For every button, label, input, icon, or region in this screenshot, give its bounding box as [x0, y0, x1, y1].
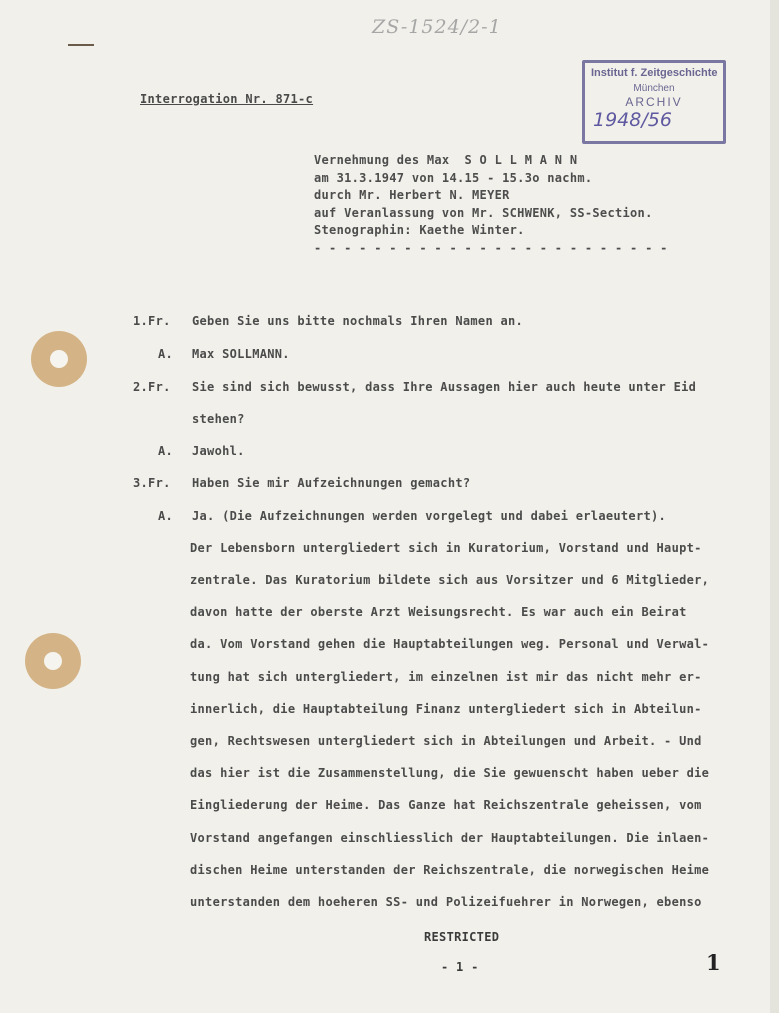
document-title: Interrogation Nr. 871-c — [140, 92, 314, 106]
stamp-institute: Institut f. Zeitgeschichte — [591, 67, 718, 79]
header-line: am 31.3.1947 von 14.15 - 15.3o nachm. — [314, 170, 593, 185]
transcript-line: Max SOLLMANN. — [192, 347, 290, 361]
transcript-line: unterstanden dem hoeheren SS- und Polizeifuehrer in Norwegen, ebenso — [190, 895, 702, 909]
header-line: Stenographin: Kaethe Winter. — [314, 223, 525, 237]
page-number: - 1 - — [441, 960, 479, 974]
archive-stamp — [582, 60, 726, 144]
answer-label: A. — [158, 444, 174, 458]
archive-reference: ZS-1524/2-1 — [372, 16, 502, 38]
punch-hole — [25, 633, 81, 689]
interrogation-header — [314, 152, 668, 257]
transcript-line: Sie sind sich bewusst, dass Ihre Aussagen hier auch heute unter Eid — [192, 380, 697, 394]
question-label: 2.Fr. — [133, 380, 171, 394]
header-line: Vernehmung des Max S O L L M A N N — [314, 153, 578, 167]
question-label: 3.Fr. — [133, 476, 171, 490]
answer-label: A. — [158, 347, 174, 361]
punch-hole — [31, 331, 87, 387]
restricted-marking: RESTRICTED — [424, 930, 500, 944]
answer-label: A. — [158, 509, 174, 523]
stamp-city: München — [633, 83, 675, 94]
stamp-number: 1948/56 — [593, 109, 672, 131]
transcript-line: Eingliederung der Heime. Das Ganze hat Reichszentrale geheissen, vom — [190, 798, 702, 812]
transcript-line: zentrale. Das Kuratorium bildete sich aus Vorsitzer und 6 Mitglieder, — [190, 573, 710, 587]
handwritten-page-number: 1 — [706, 950, 721, 975]
transcript-line: Geben Sie uns bitte nochmals Ihren Namen an. — [192, 314, 524, 328]
transcript-line: tung hat sich untergliedert, im einzelnen ist mir das nicht mehr er- — [190, 670, 702, 684]
stamp-archive: ARCHIV — [625, 95, 683, 109]
transcript-line: Vorstand angefangen einschliesslich der Hauptabteilungen. Die inlaen- — [190, 831, 710, 845]
transcript-line: Der Lebensborn untergliedert sich in Kuratorium, Vorstand und Haupt- — [190, 541, 702, 555]
header-divider: - - - - - - - - - - - - - - - - - - - - - - - - — [314, 240, 668, 255]
ink-mark — [68, 44, 94, 46]
transcript-line: da. Vom Vorstand gehen die Hauptabteilungen weg. Personal und Verwal- — [190, 637, 710, 651]
question-label: 1.Fr. — [133, 314, 171, 328]
transcript-line: stehen? — [192, 412, 245, 426]
header-line: auf Veranlassung von Mr. SCHWENK, SS-Section. — [314, 205, 653, 220]
page-edge — [770, 0, 779, 1013]
transcript-line: dischen Heime unterstanden der Reichszentrale, die norwegischen Heime — [190, 863, 710, 877]
transcript-line: innerlich, die Hauptabteilung Finanz untergliedert sich in Abteilun- — [190, 702, 702, 716]
header-line: durch Mr. Herbert N. MEYER — [314, 188, 510, 202]
transcript-line: davon hatte der oberste Arzt Weisungsrecht. Es war auch ein Beirat — [190, 605, 687, 619]
transcript-line: das hier ist die Zusammenstellung, die Sie gewuenscht haben ueber die — [190, 766, 710, 780]
transcript-line: Ja. (Die Aufzeichnungen werden vorgelegt und dabei erlaeutert). — [192, 509, 667, 523]
transcript-line: Jawohl. — [192, 444, 245, 458]
transcript-line: gen, Rechtswesen untergliedert sich in Abteilungen und Arbeit. - Und — [190, 734, 702, 748]
transcript-line: Haben Sie mir Aufzeichnungen gemacht? — [192, 476, 471, 490]
